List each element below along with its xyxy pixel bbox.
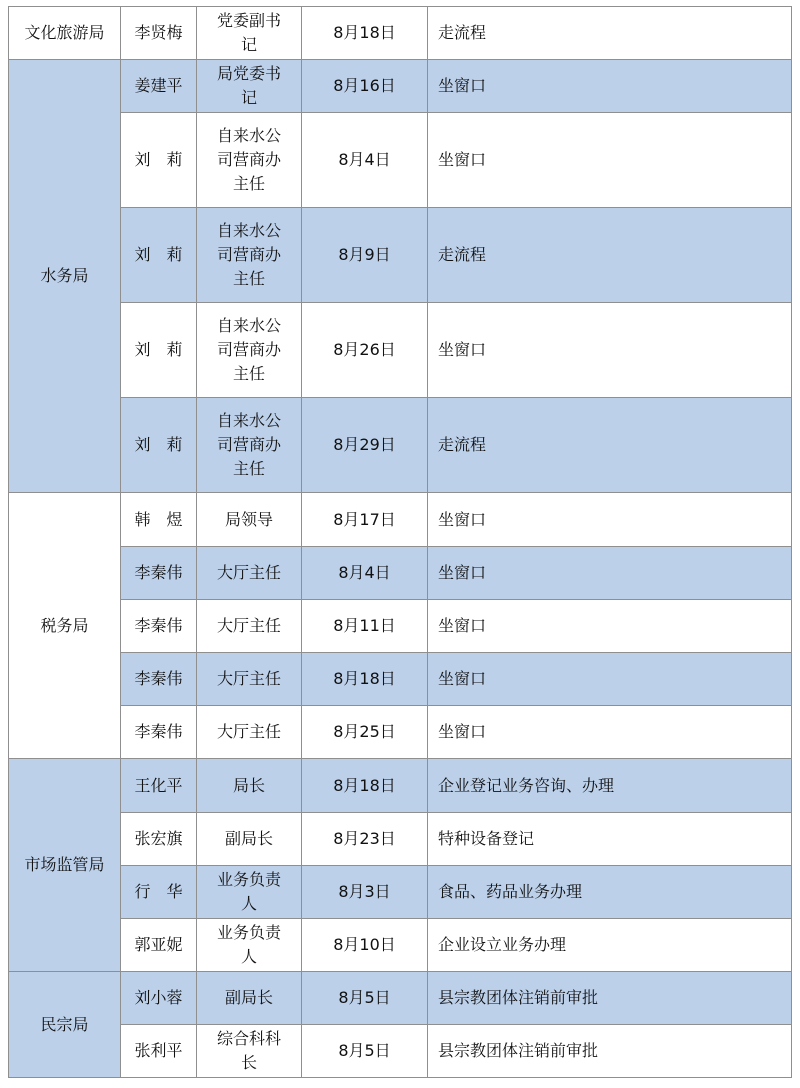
department-cell: 民宗局 [9,972,121,1078]
date-cell: 8月25日 [302,706,428,759]
date-cell: 8月5日 [302,972,428,1025]
table-row [9,866,792,919]
table-row [9,653,792,706]
date-cell: 8月17日 [302,493,428,547]
position-cell [197,706,302,759]
name-cell: 李秦伟 [121,653,197,706]
position-cell [197,7,302,60]
position-cell [197,653,302,706]
position-cell [197,972,302,1025]
table-row [9,493,792,547]
name-cell: 刘小蓉 [121,972,197,1025]
task-cell: 坐窗口 [428,493,792,547]
table-row [9,600,792,653]
schedule-table [8,6,792,1078]
position-text: 业务负责人 [216,870,281,913]
position-cell [197,919,302,972]
position-cell [197,303,302,398]
name-cell: 张利平 [121,1025,197,1078]
task-cell: 坐窗口 [428,653,792,706]
name-cell: 郭亚妮 [121,919,197,972]
table-row [9,919,792,972]
position-text: 副局长 [224,988,273,1007]
name-cell: 张宏旗 [121,813,197,866]
date-cell: 8月11日 [302,600,428,653]
position-cell [197,208,302,303]
date-cell: 8月10日 [302,919,428,972]
position-cell [197,759,302,813]
date-cell: 8月3日 [302,866,428,919]
position-text: 业务负责人 [216,923,281,966]
table-row [9,1025,792,1078]
date-cell: 8月5日 [302,1025,428,1078]
task-cell: 企业登记业务咨询、办理 [428,759,792,813]
date-cell: 8月16日 [302,60,428,113]
department-cell: 税务局 [9,493,121,759]
position-text: 局领导 [224,509,273,529]
task-cell: 食品、药品业务办理 [428,866,792,919]
position-text: 自来水公司营商办主任 [216,316,281,383]
task-cell: 特种设备登记 [428,813,792,866]
name-cell: 李秦伟 [121,600,197,653]
position-text: 大厅主任 [216,722,281,741]
name-cell: 刘 莉 [121,398,197,493]
name-cell: 姜建平 [121,60,197,113]
position-text: 党委副书记 [216,11,281,54]
date-cell: 8月26日 [302,303,428,398]
table-row [9,813,792,866]
name-cell: 李秦伟 [121,706,197,759]
table-row [9,113,792,208]
date-cell: 8月18日 [302,653,428,706]
date-cell: 8月23日 [302,813,428,866]
name-cell: 行 华 [121,866,197,919]
table-row [9,706,792,759]
table-row [9,398,792,493]
position-cell [197,493,302,547]
position-cell [197,547,302,600]
position-cell [197,813,302,866]
position-text: 综合科科长 [216,1029,281,1072]
name-cell: 李秦伟 [121,547,197,600]
name-cell: 王化平 [121,759,197,813]
position-text: 自来水公司营商办主任 [216,126,281,193]
table-row [9,303,792,398]
task-cell: 走流程 [428,208,792,303]
position-text: 副局长 [224,829,273,848]
position-cell [197,60,302,113]
position-text: 局党委书记 [216,64,281,107]
name-cell: 韩 煜 [121,493,197,547]
task-cell: 企业设立业务办理 [428,919,792,972]
department-cell: 文化旅游局 [9,7,121,60]
schedule-body [9,7,792,1078]
date-cell: 8月9日 [302,208,428,303]
task-cell: 坐窗口 [428,303,792,398]
position-text: 自来水公司营商办主任 [216,411,281,478]
position-cell [197,866,302,919]
task-cell: 坐窗口 [428,600,792,653]
task-cell: 坐窗口 [428,547,792,600]
table-row [9,208,792,303]
name-cell: 李贤梅 [121,7,197,60]
task-cell: 县宗教团体注销前审批 [428,1025,792,1078]
date-cell: 8月29日 [302,398,428,493]
date-cell: 8月18日 [302,7,428,60]
position-cell [197,1025,302,1078]
table-row [9,759,792,813]
department-cell: 水务局 [9,60,121,493]
department-cell: 市场监管局 [9,759,121,972]
name-cell: 刘 莉 [121,113,197,208]
position-cell [197,600,302,653]
task-cell: 走流程 [428,7,792,60]
position-text: 自来水公司营商办主任 [216,221,281,288]
table-row [9,972,792,1025]
task-cell: 坐窗口 [428,60,792,113]
date-cell: 8月4日 [302,547,428,600]
task-cell: 坐窗口 [428,706,792,759]
position-text: 局长 [232,775,265,795]
date-cell: 8月4日 [302,113,428,208]
task-cell: 走流程 [428,398,792,493]
name-cell: 刘 莉 [121,208,197,303]
task-cell: 坐窗口 [428,113,792,208]
table-row [9,60,792,113]
position-cell [197,113,302,208]
position-text: 大厅主任 [216,669,281,688]
task-cell: 县宗教团体注销前审批 [428,972,792,1025]
name-cell: 刘 莉 [121,303,197,398]
position-text: 大厅主任 [216,616,281,635]
date-cell: 8月18日 [302,759,428,813]
table-row [9,547,792,600]
position-text: 大厅主任 [216,563,281,582]
table-row [9,7,792,60]
position-cell [197,398,302,493]
